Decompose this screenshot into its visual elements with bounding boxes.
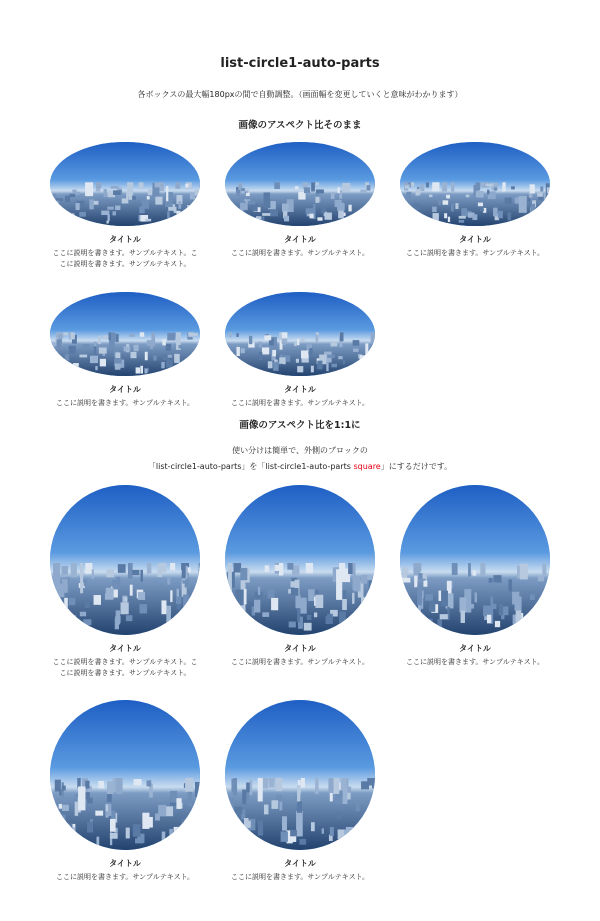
section2-heading: 画像のアスペクト比を1:1に (239, 420, 361, 431)
city-photo (225, 485, 375, 635)
item-desc: ここに説明を書きます。サンプルテキスト。ここに説明を書きます。サンプルテキスト。 (52, 658, 198, 677)
list-item (400, 142, 550, 259)
city-photo (50, 700, 200, 850)
list-item (50, 292, 200, 409)
city-photo (50, 292, 200, 376)
item-title: タイトル (459, 644, 491, 653)
note-text-b: 」にするだけです。 (380, 462, 453, 471)
note-highlight: square (353, 462, 381, 471)
item-desc: ここに説明を書きます。サンプルテキスト。 (55, 399, 195, 407)
city-photo (400, 142, 550, 226)
item-title: タイトル (109, 235, 141, 244)
item-desc: ここに説明を書きます。サンプルテキスト。 (230, 249, 370, 257)
item-title: タイトル (109, 644, 141, 653)
city-photo (225, 142, 375, 226)
note-line-1: 使い分けは簡単で、外側のブロックの (232, 446, 368, 455)
list-item (225, 142, 375, 259)
item-desc: ここに説明を書きます。サンプルテキスト。 (230, 399, 370, 407)
list-item (225, 292, 375, 409)
note-line-2 (0, 459, 600, 475)
city-photo (400, 485, 550, 635)
item-desc: ここに説明を書きます。サンプルテキスト。 (405, 249, 545, 257)
note-text-a: 「list-circle1-auto-parts」を「list-circle1-auto-parts (147, 462, 354, 471)
city-photo (225, 700, 375, 850)
section2-note (0, 443, 600, 475)
item-title: タイトル (284, 644, 316, 653)
list-item (225, 485, 375, 668)
item-title: タイトル (284, 859, 316, 868)
item-desc: ここに説明を書きます。サンプルテキスト。 (230, 873, 370, 881)
list-item (50, 142, 200, 269)
list-item (400, 485, 550, 668)
item-title: タイトル (284, 385, 316, 394)
item-desc: ここに説明を書きます。サンプルテキスト。 (230, 658, 370, 666)
item-title: タイトル (284, 235, 316, 244)
city-photo (225, 292, 375, 376)
page-title: list-circle1-auto-parts (220, 56, 380, 71)
list-item (50, 700, 200, 883)
item-desc: ここに説明を書きます。サンプルテキスト。ここに説明を書きます。サンプルテキスト。 (52, 249, 198, 268)
page-lead: 各ボックスの最大幅180pxの間で自動調整。（画面幅を変更していくと意味がわかります） (137, 90, 463, 99)
list-item (225, 700, 375, 883)
item-title: タイトル (109, 859, 141, 868)
item-desc: ここに説明を書きます。サンプルテキスト。 (55, 873, 195, 881)
item-title: タイトル (459, 235, 491, 244)
item-desc: ここに説明を書きます。サンプルテキスト。 (405, 658, 545, 666)
city-photo (50, 485, 200, 635)
item-title: タイトル (109, 385, 141, 394)
city-photo (50, 142, 200, 226)
section1-heading: 画像のアスペクト比そのまま (238, 120, 362, 131)
list-item (50, 485, 200, 678)
